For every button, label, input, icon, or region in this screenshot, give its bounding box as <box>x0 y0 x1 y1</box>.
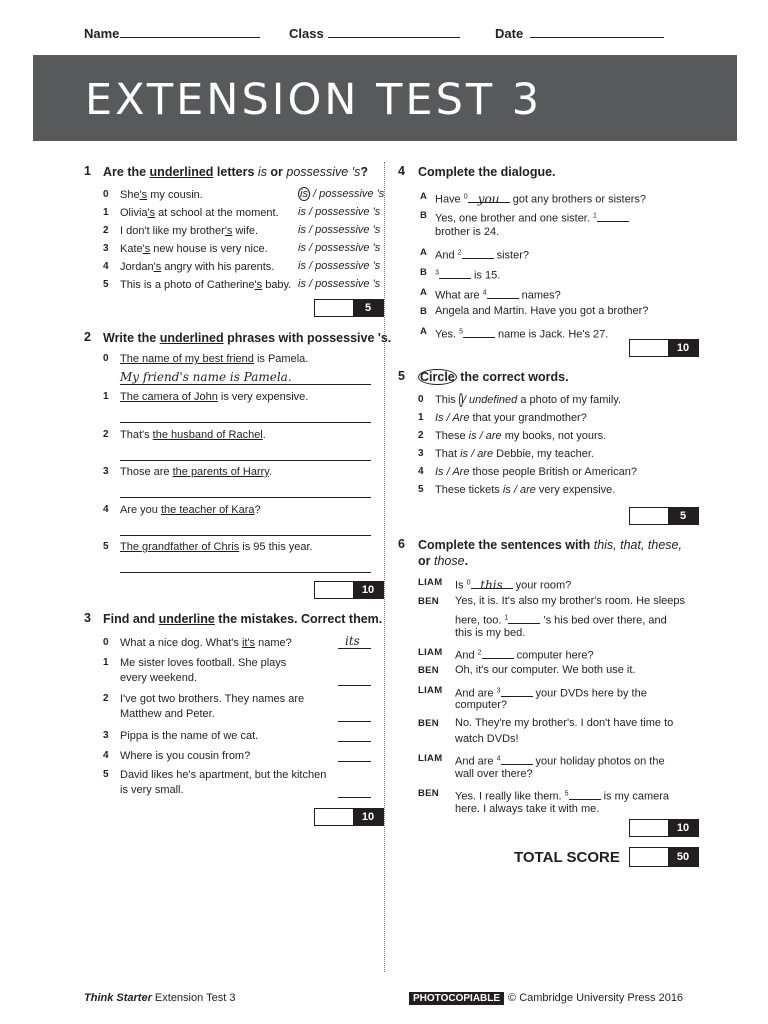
q4-gap-blank <box>487 288 519 299</box>
q3-item: What a nice dog. What's it's name? <box>120 637 292 649</box>
q3-correction-line[interactable] <box>338 721 371 722</box>
q3-item-number: 1 <box>103 657 109 668</box>
q4-gap[interactable] <box>459 329 495 341</box>
q1-title: Are the underlined letters is or possessive 's? <box>103 165 368 179</box>
q3-item-number: 0 <box>103 637 109 648</box>
q4-speaker: A <box>420 326 428 337</box>
q4-gap-num: 4 <box>482 289 487 296</box>
q5-options[interactable]: is / are <box>502 484 536 496</box>
q6-gap-blank <box>569 789 601 800</box>
q6-gap-num: 4 <box>496 755 501 762</box>
q1-option-possessive: / possessive 's <box>305 242 381 254</box>
q4-gap-num: 2 <box>457 249 462 256</box>
q4-line: Yes, one brother and one sister. $^1$ <box>435 208 629 227</box>
q1-option-is: is <box>298 278 306 290</box>
q3-correction-line[interactable] <box>338 797 371 798</box>
q2-item: The grandfather of Chris is 95 this year. <box>120 541 313 553</box>
q4-speaker: A <box>420 247 428 258</box>
q3-example-answer: its <box>345 634 360 648</box>
q3-correction-line[interactable] <box>338 741 371 742</box>
q2-answer-line[interactable] <box>120 422 371 423</box>
q4-gap-num: 0 <box>463 193 468 200</box>
q1-options[interactable] <box>298 278 380 290</box>
q2-item: The camera of John is very expensive. <box>120 391 309 403</box>
q4-number: 4 <box>398 164 405 178</box>
q5-item-number: 2 <box>418 430 424 441</box>
q5-item: These tickets is / are very expensive. <box>435 484 616 496</box>
q6-line: Yes. I really like them. $^5$ is my camera <box>455 790 670 803</box>
q5-item: Is / Are that your grandmother? <box>435 412 587 424</box>
q4-line: What are $^4$ names? <box>435 289 561 302</box>
q6-line: computer? <box>455 699 507 711</box>
q2-answer-line[interactable] <box>120 535 371 536</box>
q1-item-number: 4 <box>103 261 109 272</box>
q6-line: Oh, it's our computer. We both use it. <box>455 664 636 676</box>
q3-item-number: 2 <box>103 693 109 704</box>
q5-example-circle <box>459 393 463 407</box>
q4-gap[interactable] <box>458 250 494 262</box>
q1-options[interactable] <box>298 188 384 200</box>
q5-item-number: 5 <box>418 484 424 495</box>
q6-gap-blank <box>501 686 533 697</box>
q6-gap[interactable] <box>497 756 533 768</box>
q5-item-number: 4 <box>418 466 424 477</box>
q4-gap-blank: you <box>468 192 510 203</box>
q4-score-value: 10 <box>668 340 698 356</box>
q1-options[interactable] <box>298 242 380 254</box>
q4-line: brother is 24. <box>435 226 500 238</box>
q4-gap-blank <box>439 268 471 279</box>
q4-gap-num: 5 <box>459 328 463 335</box>
q3-item: David likes he's apartment, but the kitchen is very small. <box>120 769 327 796</box>
q6-gap[interactable] <box>565 791 601 803</box>
q2-item-number: 2 <box>103 429 109 440</box>
q2-example-answer: My friend's name is Pamela. <box>120 370 292 384</box>
q6-speaker: LIAM <box>418 647 443 658</box>
column-divider <box>384 162 385 972</box>
q5-options[interactable]: / undefined <box>459 393 517 407</box>
q4-line: Yes. $^5$ name is Jack. He's 27. <box>435 328 609 341</box>
q5-title: Circle the correct words. <box>420 370 569 384</box>
q1-options[interactable] <box>298 260 380 272</box>
q2-item-number: 3 <box>103 466 109 477</box>
q1-item: Olivia's at school at the moment. <box>120 207 279 219</box>
q5-number: 5 <box>398 369 405 383</box>
q5-item-number: 0 <box>418 394 424 405</box>
q1-number: 1 <box>84 164 91 178</box>
q6-gap[interactable] <box>466 577 513 592</box>
footer-right <box>409 992 683 1004</box>
page-title: EXTENSION TEST 3 <box>85 75 543 125</box>
q4-title: Complete the dialogue. <box>418 165 556 179</box>
q4-line: Have $^0$ you got any brothers or sisters? <box>435 191 646 206</box>
q6-speaker: BEN <box>418 718 439 729</box>
q1-option-possessive: / possessive 's <box>309 188 385 200</box>
q6-gap-num: 2 <box>477 649 482 656</box>
q4-gap-num: 1 <box>592 212 597 219</box>
q1-item-number: 1 <box>103 207 109 218</box>
q2-item-number: 5 <box>103 541 109 552</box>
q2-score-value: 10 <box>353 582 383 598</box>
q5-item: That is / are Debbie, my teacher. <box>435 448 594 460</box>
class-line[interactable] <box>328 37 460 38</box>
q4-speaker: A <box>420 191 428 202</box>
copyright: © Cambridge University Press 2016 <box>508 992 684 1004</box>
q6-speaker: BEN <box>418 596 439 607</box>
q6-gap[interactable] <box>505 615 541 627</box>
q5-item: This / undefined a photo of my family. <box>435 394 622 406</box>
q5-score-box[interactable] <box>629 507 699 525</box>
q4-gap-num: 3 <box>435 269 439 276</box>
q1-item-number: 3 <box>103 243 109 254</box>
q2-title: Write the underlined phrases with possessive 's. <box>103 331 392 345</box>
q3-score-value: 10 <box>353 809 383 825</box>
q1-option-possessive: / possessive 's <box>305 278 381 290</box>
q2-item-number: 4 <box>103 504 109 515</box>
q6-gap-num: 0 <box>466 579 471 586</box>
q1-item: She's my cousin. <box>120 189 203 201</box>
q3-correction-line[interactable] <box>338 761 371 762</box>
q1-option-is: is <box>298 224 306 236</box>
q4-speaker: B <box>420 210 428 221</box>
q4-line: And $^2$ sister? <box>435 249 530 262</box>
q6-score-value: 10 <box>668 820 698 836</box>
q4-speaker: A <box>420 287 428 298</box>
q4-speaker: B <box>420 306 428 317</box>
q4-gap-blank <box>462 248 494 259</box>
q2-answer-line[interactable] <box>120 497 371 498</box>
q6-line: And are $^4$ your holiday photos on the <box>455 755 665 768</box>
q2-item: The name of my best friend is Pamela. <box>120 353 309 365</box>
q1-item: Kate's new house is very nice. <box>120 243 268 255</box>
q1-item-number: 0 <box>103 189 109 200</box>
q1-item-number: 5 <box>103 279 109 290</box>
q6-gap[interactable] <box>478 650 514 662</box>
q6-score-box[interactable] <box>629 819 699 837</box>
q4-gap-blank <box>597 211 629 222</box>
q3-number: 3 <box>84 611 91 625</box>
q6-speaker: BEN <box>418 788 439 799</box>
date-label: Date <box>495 26 524 41</box>
q6-speaker: BEN <box>418 665 439 676</box>
q2-answer-line[interactable] <box>120 572 371 573</box>
q4-gap[interactable] <box>463 191 510 206</box>
q1-option-possessive: / possessive 's <box>305 260 381 272</box>
q6-line: here. I always take it with me. <box>455 803 600 815</box>
q1-option-is: is <box>300 188 308 200</box>
q1-option-possessive: / possessive 's <box>305 224 381 236</box>
q3-item-number: 5 <box>103 769 109 780</box>
q6-speaker: LIAM <box>418 685 443 696</box>
name-label: Name <box>84 26 120 41</box>
q6-line: watch DVDs! <box>455 733 519 745</box>
q4-line: Angela and Martin. Have you got a brother? <box>435 305 649 317</box>
q6-gap-blank <box>508 613 540 624</box>
q4-score-box[interactable] <box>629 339 699 357</box>
q3-score-box[interactable] <box>314 808 384 826</box>
q6-line: And are $^3$ your DVDs here by the <box>455 687 647 700</box>
q1-item-number: 2 <box>103 225 109 236</box>
q6-speaker: LIAM <box>418 753 443 764</box>
photocopiable-badge: PHOTOCOPIABLE <box>409 992 504 1005</box>
q2-number: 2 <box>84 330 91 344</box>
q5-item: These is / are my books, not yours. <box>435 430 607 442</box>
q1-item: I don't like my brother's wife. <box>120 225 259 237</box>
q3-correction-line[interactable] <box>338 685 371 686</box>
q1-item: This is a photo of Catherine's baby. <box>120 279 292 291</box>
q5-score-value: 5 <box>668 508 698 524</box>
q3-item-number: 3 <box>103 730 109 741</box>
q2-item: Are you the teacher of Kara? <box>120 504 261 516</box>
q6-line: And $^2$ computer here? <box>455 649 594 662</box>
q2-score-box[interactable] <box>314 581 384 599</box>
q1-item: Jordan's angry with his parents. <box>120 261 275 273</box>
q6-speaker: LIAM <box>418 577 443 588</box>
q6-title: Complete the sentences with this, that, these, or those. <box>418 538 682 568</box>
q2-item: Those are the parents of Harry. <box>120 466 273 478</box>
q3-item: Me sister loves football. She plays every weekend. <box>120 657 287 684</box>
class-label: Class <box>289 26 324 41</box>
q4-gap-blank <box>463 327 495 338</box>
date-line[interactable] <box>530 37 664 38</box>
q6-gap-blank: this <box>471 578 513 589</box>
q5-options[interactable]: is / are <box>460 448 494 460</box>
total-score-box[interactable] <box>629 847 699 867</box>
q5-options[interactable]: Is / Are <box>435 466 470 478</box>
q1-option-is: is <box>298 206 306 218</box>
q1-score-value: 5 <box>353 300 383 316</box>
q6-line: Yes, it is. It's also my brother's room. He sleeps <box>455 595 685 607</box>
q4-gap[interactable] <box>435 270 471 282</box>
q2-item-number: 1 <box>103 391 109 402</box>
q4-gap[interactable] <box>593 213 629 225</box>
q4-gap[interactable] <box>483 290 519 302</box>
q1-option-possessive: / possessive 's <box>305 206 381 218</box>
q6-gap-blank <box>482 648 514 659</box>
q3-item: I've got two brothers. They names are Matthew and Peter. <box>120 693 305 720</box>
q6-gap-num: 3 <box>496 687 501 694</box>
q1-option-is: is <box>298 242 306 254</box>
title-banner <box>33 55 737 141</box>
q6-line: here, too. $^1$ 's his bed over there, and <box>455 614 667 627</box>
q1-options[interactable] <box>298 224 380 236</box>
total-score-label: TOTAL SCORE <box>514 849 620 866</box>
q5-item-number: 3 <box>418 448 424 459</box>
q5-item: Is / Are those people British or American? <box>435 466 637 478</box>
q6-line: wall over there? <box>455 768 533 780</box>
q6-number: 6 <box>398 537 405 551</box>
q6-gap-num: 1 <box>504 614 509 621</box>
q1-score-box[interactable] <box>314 299 384 317</box>
q5-options[interactable]: Is / Are <box>435 412 470 424</box>
name-line[interactable] <box>120 37 260 38</box>
q4-line: $^3$ is 15. <box>435 269 501 282</box>
q2-answer-line[interactable] <box>120 460 371 461</box>
q3-item: Pippa is the name of we cat. <box>120 730 259 742</box>
q1-option-is: is <box>298 260 306 272</box>
q3-item-number: 4 <box>103 750 109 761</box>
q6-gap-blank <box>501 754 533 765</box>
q6-gap-num: 5 <box>564 790 569 797</box>
q3-title: Find and underline the mistakes. Correct them. <box>103 612 383 626</box>
q1-options[interactable] <box>298 206 380 218</box>
q5-options[interactable]: is / are <box>468 430 502 442</box>
q3-item: Where is you cousin from? <box>120 750 251 762</box>
footer-left: Think Starter Extension Test 3 <box>84 992 236 1004</box>
q6-line: this is my bed. <box>455 627 526 639</box>
q4-speaker: B <box>420 267 428 278</box>
q5-item-number: 1 <box>418 412 424 423</box>
q6-line: Is $^0$ this your room? <box>455 577 572 592</box>
total-score-value: 50 <box>668 848 698 866</box>
q2-item: That's the husband of Rachel. <box>120 429 266 441</box>
q6-line: No. They're my brother's. I don't have time to <box>455 717 674 729</box>
q2-item-number: 0 <box>103 353 109 364</box>
